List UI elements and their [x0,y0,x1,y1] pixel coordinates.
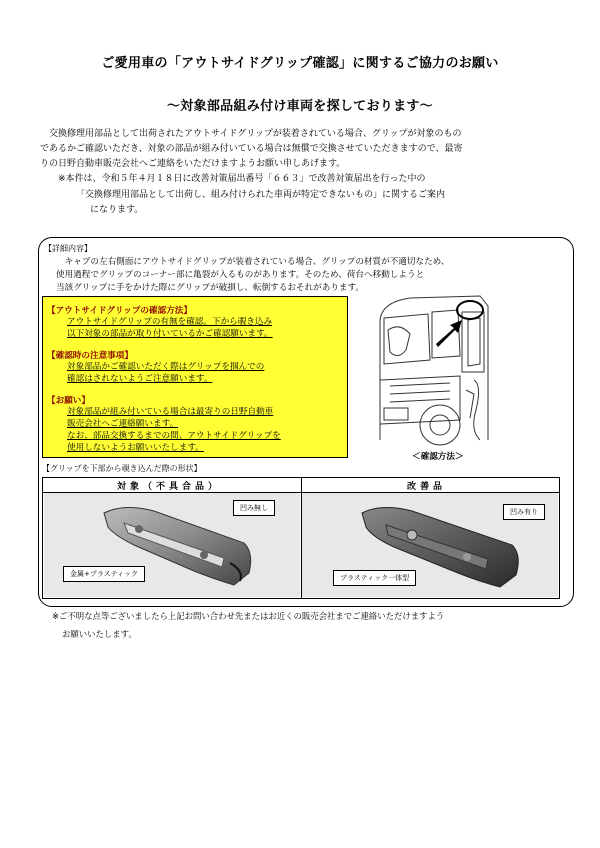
left-tag-bottom: 金属+プラスティック [63,566,145,582]
page-subtitle: ～対象部品組み付け車両を探しております～ [166,99,433,114]
request-line-4: 使用しないようお願いいたします。 [67,443,204,453]
details-label: 【詳細内容】 [44,244,92,253]
details-line-2: 使用過程でグリップのコーナー部に亀裂が入るものがあります。そのため、荷台へ移動しようと [56,270,425,280]
page-title: ご愛用車の「アウトサイドグリップ確認」に関するご協力のお願い [101,56,499,71]
left-tag-top: 凹み無し [233,500,275,516]
intro-note-2: 「交換修理用部品として出荷し、組み付けられた車両が特定できないもの」に関するご案内 [76,190,446,200]
details-line-3: 当該グリップに手をかけた際にグリップが破損し、転倒するおそれがあります。 [56,283,365,293]
footer-line-1: ※ご不明な点等ございましたら上記お問い合わせ先またはお近くの販売会社までご連絡いただけますよう [52,611,445,621]
check-method-heading: 【アウトサイドグリップの確認方法】 [47,306,192,316]
caution-heading: 【確認時の注意事項】 [47,351,133,361]
left-header: 対象（不具合品） [117,482,222,492]
right-header: 改善品 [407,482,447,492]
right-tag-bottom: プラスティック一体型 [333,570,416,586]
intro-line-3: りの日野自動車販売会社へご連絡をいただけますようお願い申しあげます。 [40,159,346,169]
details-line-1: キャブの左右側面にアウトサイドグリップが装着されている場合、グリップの材質が不適切なため、 [56,257,450,267]
right-tag-top: 凹み有り [503,504,545,520]
intro-note-1: ※本件は、令和５年４月１８日に改善対策届出番号「６６３」で改善対策届出を行った中の [58,174,426,184]
footer-line-2: お願いいたします。 [62,629,137,639]
truck-cab-illustration [370,290,510,450]
request-line-1: 対象部品が組み付いている場合は最寄りの日野自動車 [67,407,274,417]
check-method-line-2: 以下対象の部品が取り付いているかご確認願います。 [67,329,273,339]
caution-line-1: 対象部品かご確認いただく際はグリップを掴んでの [67,362,265,372]
intro-note-3: になります。 [90,205,144,215]
comparison-table [42,477,560,599]
request-line-3: なお、部品交換するまでの間、アウトサイドグリップを [67,431,281,441]
request-line-2: 販売会社へご連絡願います。 [67,419,179,429]
instructions-box [42,296,348,458]
intro-line-2: であるかご確認いただき、対象の部品が組み付いている場合は無償で交換させていただきますので、最寄 [40,144,463,154]
caution-line-2: 確認はされないようご注意願います。 [67,374,213,384]
check-method-line-1: アウトサイドグリップの有無を確認。下から覗き込み [67,317,273,327]
comparison-label: 【グリップを下部から覗き込んだ際の形状】 [42,464,202,473]
figure-caption: ＜確認方法＞ [412,452,464,462]
intro-line-1: 交換修理用部品として出荷されたアウトサイドグリップが装着されている場合、グリップが対象のもの [40,129,462,139]
request-heading: 【お願い】 [47,396,90,406]
